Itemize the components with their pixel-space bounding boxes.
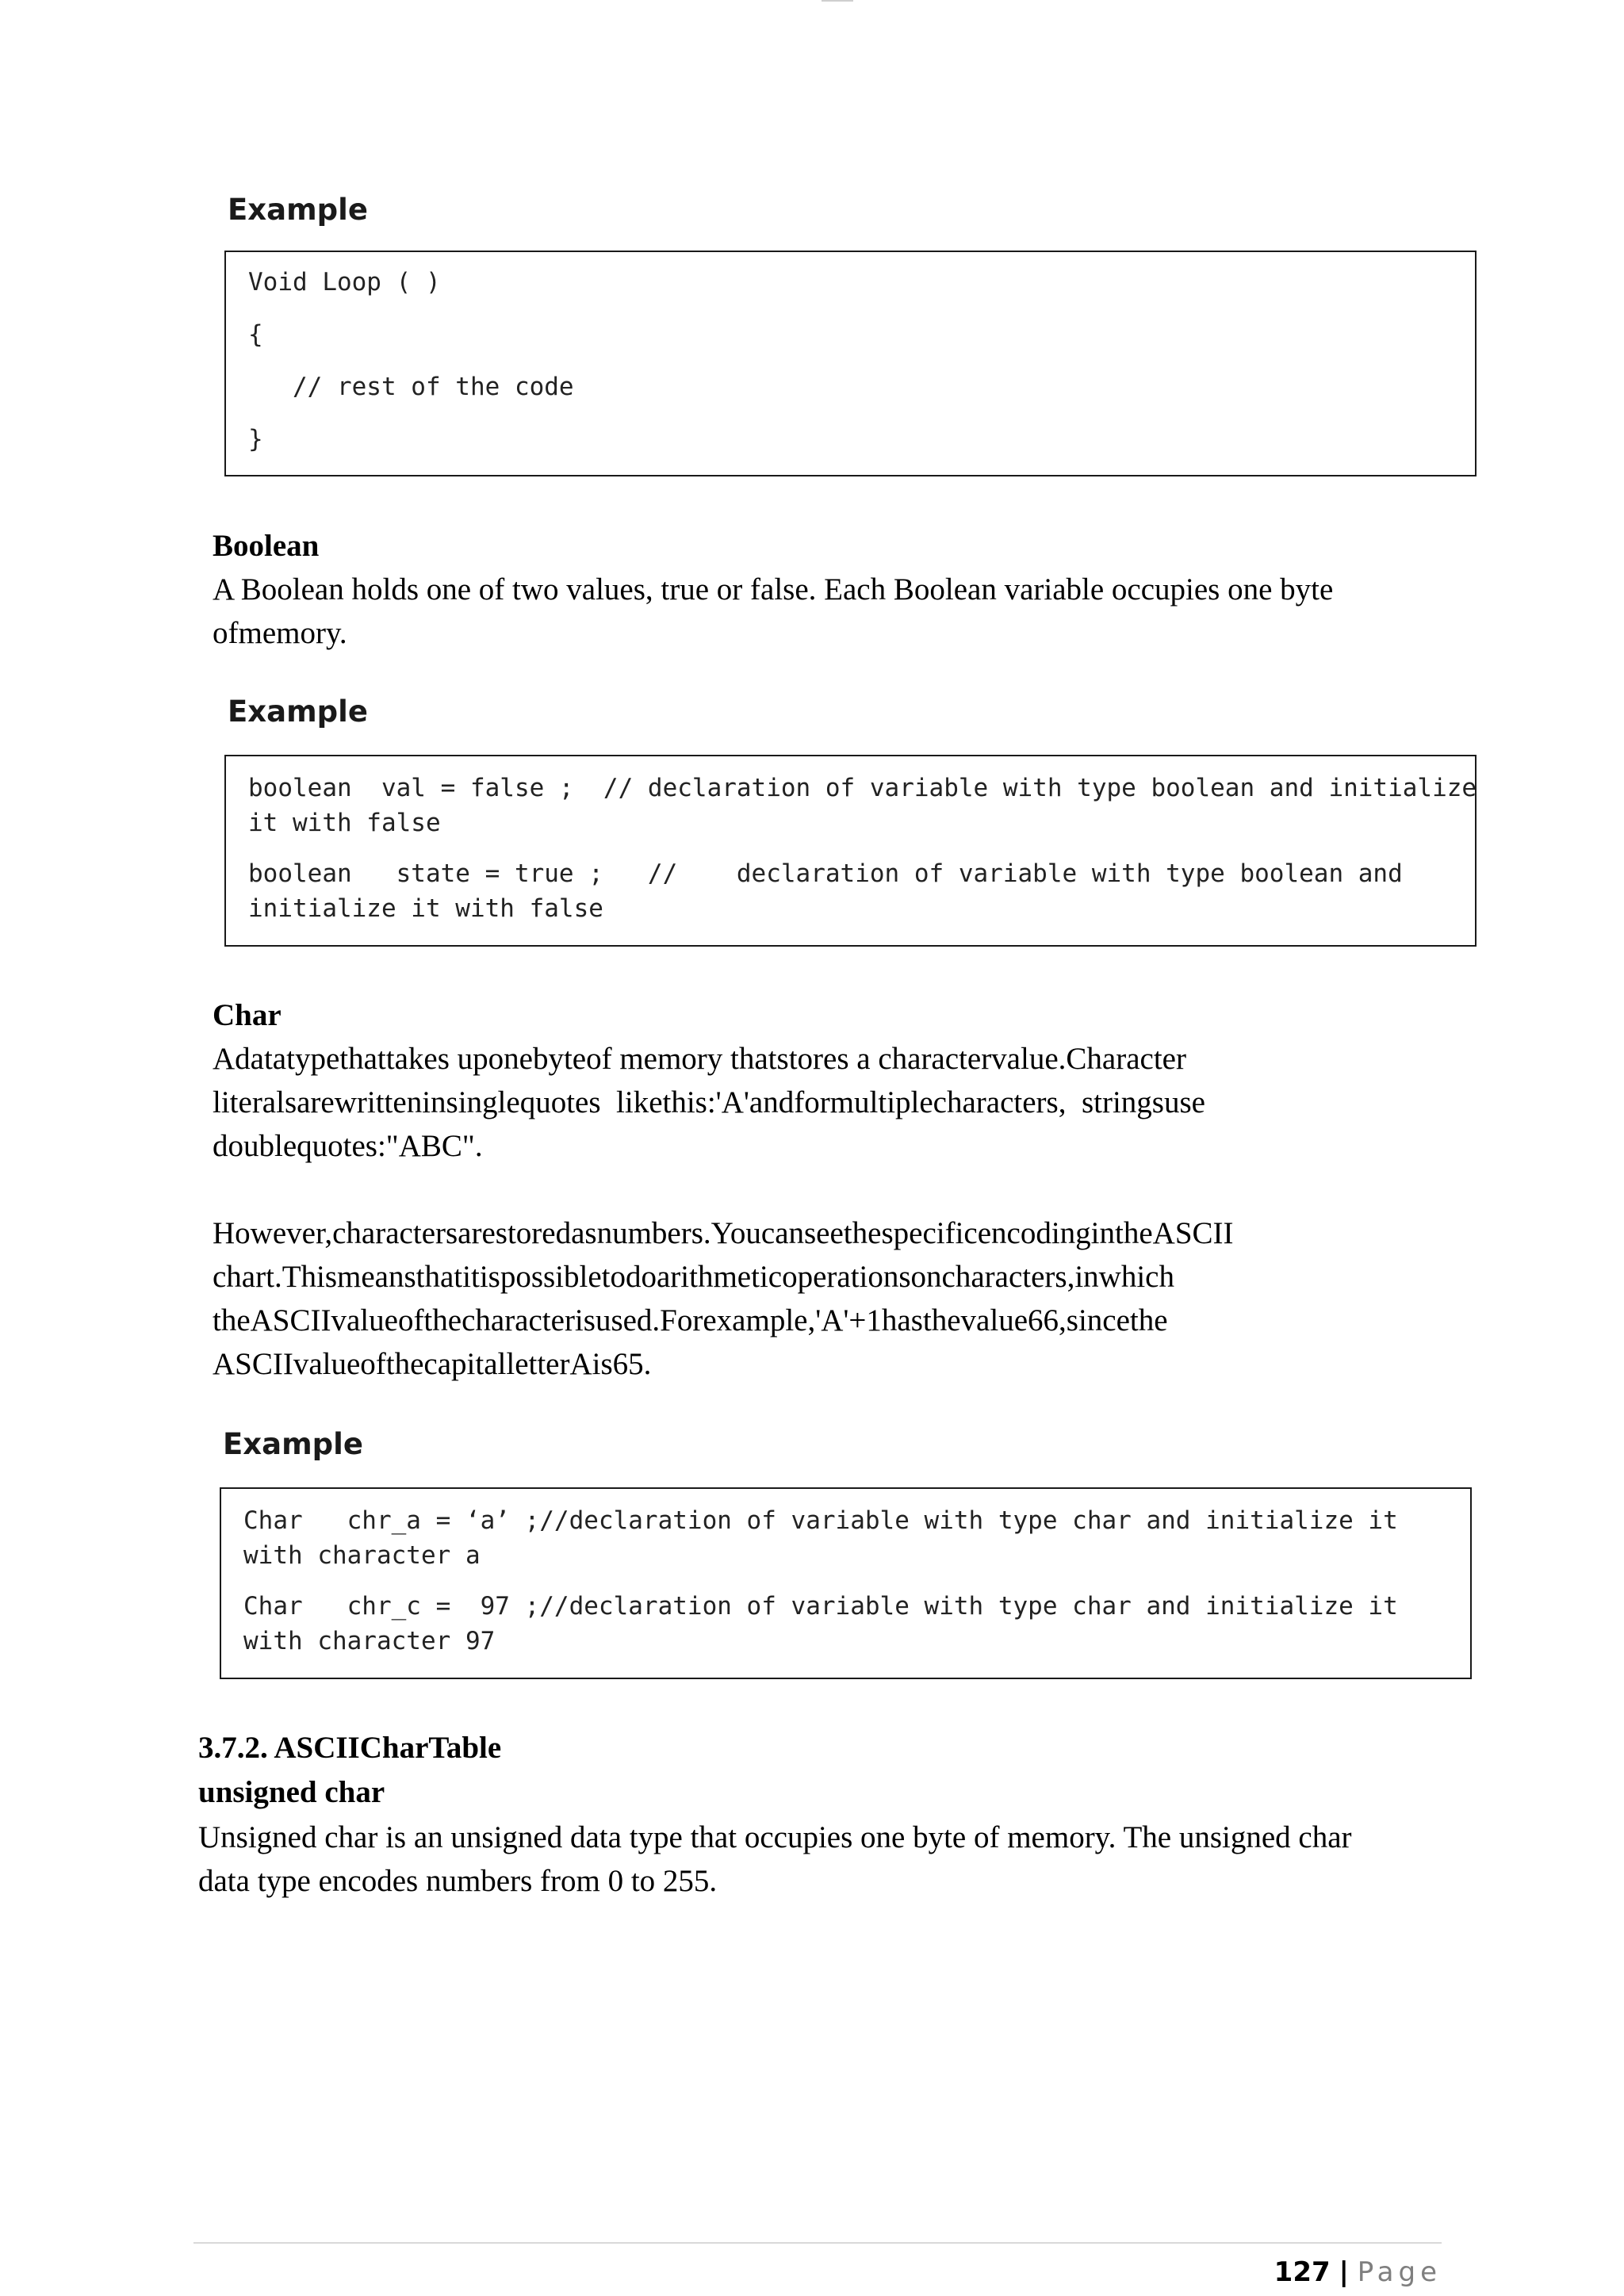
code-line: Char chr_a = ‘a’ ;//declaration of variable with type char and initialize it: [243, 1506, 1398, 1535]
paragraph-line: theASCIIvalueofthecharacterisused.Forexample,'A'+1hasthevalue66,sincethe: [213, 1303, 1168, 1337]
code-line: boolean state = true ; // declaration of variable with type boolean and: [248, 859, 1403, 888]
header-mark: [822, 0, 853, 4]
paragraph-line: literalsarewritteninsinglequotes likethis:'A'andformultiplecharacters, stringsuse: [213, 1085, 1205, 1119]
page-separator: |: [1339, 2256, 1349, 2288]
paragraph-line: Adatatypethattakes uponebyteof memory thatstores a charactervalue.Character: [213, 1042, 1186, 1076]
char-paragraph-2: [213, 1211, 1234, 1386]
unsigned-char-paragraph: [198, 1816, 1352, 1903]
paragraph-line: doublequotes:"ABC".: [213, 1129, 483, 1163]
example-label-3: Example: [223, 1427, 363, 1461]
code-box-void-loop: [224, 251, 1477, 476]
page-number-footer: [1274, 2256, 1442, 2288]
code-line: it with false: [248, 809, 441, 837]
code-line: initialize it with false: [248, 894, 603, 923]
page-number: 127: [1274, 2256, 1331, 2288]
paragraph-line: data type encodes numbers from 0 to 255.: [198, 1864, 718, 1898]
code-box-boolean: [224, 755, 1477, 947]
code-box-char: [220, 1487, 1472, 1679]
section-title: 3.7.2. ASCIICharTable: [198, 1731, 502, 1765]
boolean-heading: Boolean: [213, 529, 320, 563]
code-line: boolean val = false ; // declaration of variable with type boolean and initialize: [248, 774, 1477, 802]
example-label-1: Example: [228, 193, 368, 227]
boolean-paragraph: [213, 568, 1333, 655]
example-label-2: Example: [228, 695, 368, 729]
code-line: // rest of the code: [248, 373, 574, 401]
paragraph-line: ofmemory.: [213, 616, 347, 650]
code-line: {: [248, 320, 263, 349]
paragraph-line: chart.Thismeansthatitispossibletodoarithmeticoperationsoncharacters,inwhich: [213, 1260, 1174, 1294]
code-line: Void Loop ( ): [248, 268, 441, 297]
paragraph-line: Unsigned char is an unsigned data type that occupies one byte of memory. The unsigned char: [198, 1820, 1352, 1854]
paragraph-line: However,charactersarestoredasnumbers.YoucanseethespecificencodingintheASCII: [213, 1216, 1234, 1250]
code-line: Char chr_c = 97 ;//declaration of variable with type char and initialize it: [243, 1592, 1398, 1621]
code-line: with character 97: [243, 1627, 496, 1655]
footer-rule: [193, 2242, 1442, 2244]
code-line: }: [248, 425, 263, 453]
paragraph-line: ASCIIvalueofthecapitalletterAis65.: [213, 1347, 652, 1381]
page-label: Page: [1357, 2256, 1442, 2288]
char-paragraph-1: [213, 1037, 1205, 1168]
paragraph-line: A Boolean holds one of two values, true or false. Each Boolean variable occupies one byte: [213, 572, 1334, 607]
char-heading: Char: [213, 998, 282, 1032]
unsigned-char-heading: unsigned char: [198, 1775, 385, 1809]
code-line: with character a: [243, 1541, 481, 1570]
